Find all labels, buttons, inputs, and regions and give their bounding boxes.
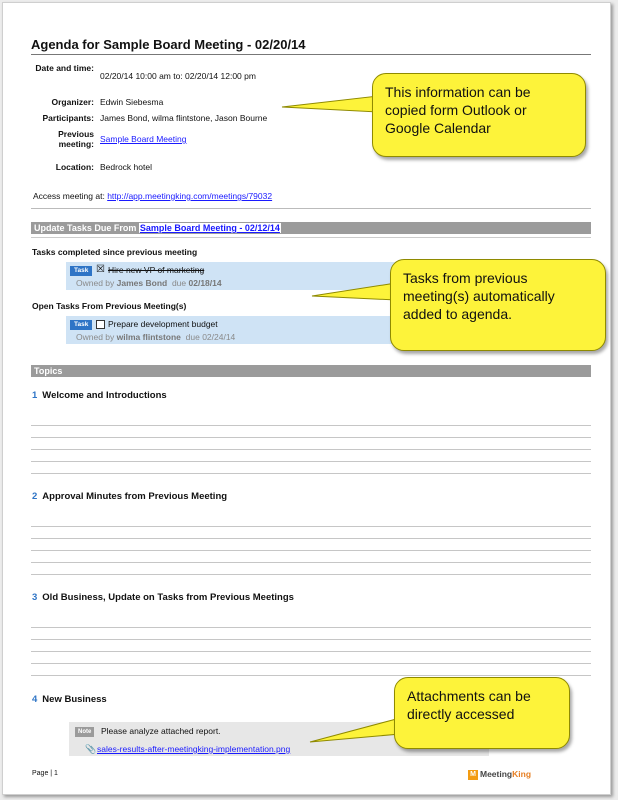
tasks-callout-pointer — [312, 283, 396, 300]
organizer-label: Organizer: — [51, 97, 94, 107]
topic-title: Old Business, Update on Tasks from Previous Meetings — [42, 592, 294, 603]
due-label: due — [171, 278, 187, 288]
participants-value: James Bond, wilma flintstone, Jason Bourne — [100, 113, 268, 123]
topic-number: 1 — [32, 390, 38, 401]
tasks-callout: Tasks from previous meeting(s) automatically added to agenda. — [390, 259, 606, 351]
date-value: 02/20/14 10:00 am to: 02/20/14 12:00 pm — [100, 71, 256, 81]
task-owner: James Bond — [116, 278, 168, 288]
topic-title: Approval Minutes from Previous Meeting — [42, 491, 228, 502]
owned-by-label: Owned by — [76, 278, 115, 288]
topic-title: Welcome and Introductions — [42, 390, 167, 401]
participants-label: Participants: — [42, 113, 94, 123]
organizer-value: Edwin Siebesma — [100, 97, 164, 107]
location-value: Bedrock hotel — [100, 162, 152, 172]
tasks-section-label: Update Tasks Due From — [34, 223, 137, 233]
task-tag: Task — [70, 320, 92, 330]
task-due-date: 02/18/14 — [188, 278, 222, 288]
task-text: Prepare development budget — [108, 319, 218, 329]
attachments-callout: Attachments can be directly accessed — [394, 677, 570, 749]
previous-meeting-link[interactable]: Sample Board Meeting — [100, 134, 187, 144]
task-text: Hire new VP of marketing — [108, 265, 205, 275]
task-tag: Task — [70, 266, 92, 276]
topic-title: New Business — [42, 694, 107, 705]
attachments-callout-pointer — [310, 718, 400, 742]
topic-number: 2 — [32, 491, 38, 502]
open-tasks-heading: Open Tasks From Previous Meeting(s) — [32, 301, 187, 311]
meetingking-logo-icon: M — [468, 770, 478, 780]
attachment-link[interactable]: sales-results-after-meetingking-implementation.png — [97, 744, 291, 754]
completed-tasks-heading: Tasks completed since previous meeting — [32, 247, 198, 257]
location-label: Location: — [55, 162, 94, 172]
logo-text-meeting: Meeting — [480, 769, 513, 779]
access-url-link[interactable]: http://app.meetingking.com/meetings/79032 — [107, 191, 273, 201]
previous-meeting-label: Previous meeting: — [58, 129, 94, 149]
date-label: Date and time: — [35, 63, 94, 73]
note-text: Please analyze attached report. — [101, 726, 221, 736]
logo-text-king: King — [512, 769, 532, 779]
calendar-callout-pointer — [282, 96, 378, 112]
topic-number: 3 — [32, 592, 38, 603]
note-tag: Note — [75, 727, 94, 737]
access-label: Access meeting at: — [33, 191, 105, 201]
task-owner: wilma flintstone — [116, 332, 181, 342]
page-title: Agenda for Sample Board Meeting - 02/20/14 — [31, 37, 306, 52]
page-number: Page | 1 — [32, 770, 58, 777]
due-label: due — [185, 332, 200, 342]
task-due-date: 02/24/14 — [202, 332, 236, 342]
owned-by-label: Owned by — [76, 332, 115, 342]
tasks-section-meeting-link[interactable]: Sample Board Meeting - 02/12/14 — [139, 223, 280, 233]
paperclip-icon: 📎 — [85, 744, 97, 754]
topics-section-label: Topics — [34, 366, 63, 376]
checked-box-icon[interactable]: ☒ — [96, 264, 105, 275]
topic-number: 4 — [32, 694, 38, 705]
calendar-callout: This information can be copied form Outlook or Google Calendar — [372, 73, 586, 157]
